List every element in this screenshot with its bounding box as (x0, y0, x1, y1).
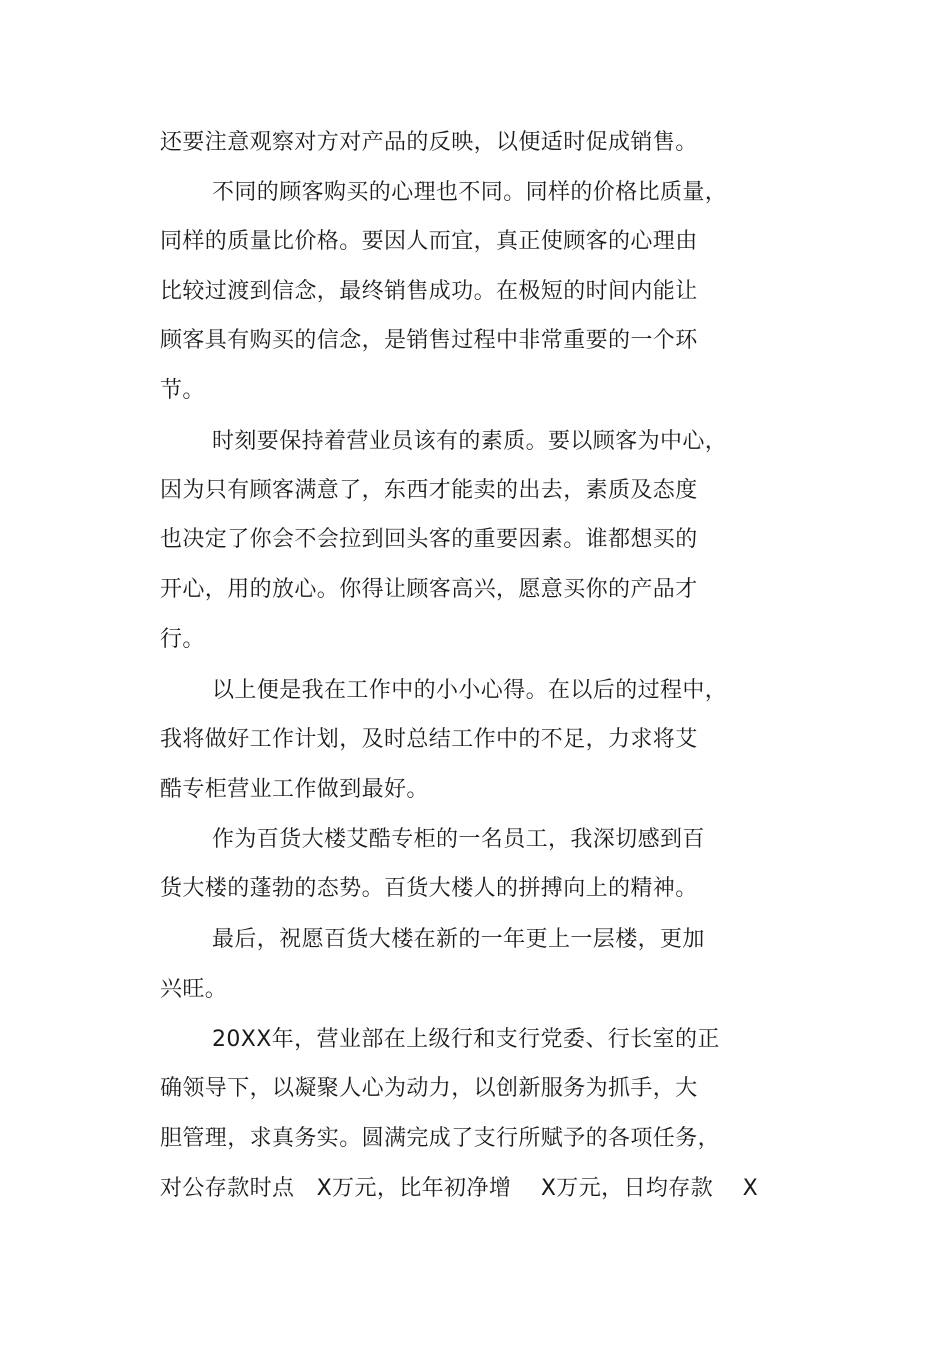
paragraph-3-line-1: 时刻要保持着营业员该有的素质。要以顾客为中心， (212, 429, 728, 454)
paragraph-7-line-1: 20XX年，营业部在上级行和支行党委、行长室的正 (212, 1027, 720, 1052)
paragraph-5-line-2: 货大楼的蓬勃的态势。百货大楼人的拼搏向上的精神。 (160, 876, 698, 901)
paragraph-2-line-4: 顾客具有购买的信念，是销售过程中非常重要的一个环 (160, 328, 698, 353)
paragraph-4-line-1: 以上便是我在工作中的小小心得。在以后的过程中， (212, 678, 728, 703)
paragraph-2-line-1: 不同的顾客购买的心理也不同。同样的价格比质量， (212, 180, 728, 205)
paragraph-3-line-3: 也决定了你会不会拉到回头客的重要因素。谁都想买的 (160, 527, 698, 552)
paragraph-2-line-2: 同样的质量比价格。要因人而宜，真正使顾客的心理由 (160, 229, 698, 254)
paragraph-3-line-4: 开心，用的放心。你得让顾客高兴，愿意买你的产品才 (160, 577, 698, 602)
paragraph-4-line-2: 我将做好工作计划，及时总结工作中的不足，力求将艾 (160, 727, 698, 752)
paragraph-2-line-3: 比较过渡到信念，最终销售成功。在极短的时间内能让 (160, 279, 698, 304)
paragraph-6-line-1: 最后，祝愿百货大楼在新的一年更上一层楼，更加 (212, 927, 705, 952)
paragraph-7-line-4: 对公存款时点 X万元，比年初净增 X万元，日均存款 X (160, 1176, 759, 1201)
paragraph-3-line-5: 行。 (160, 627, 205, 652)
paragraph-1-line-1: 还要注意观察对方对产品的反映，以便适时促成销售。 (160, 130, 698, 155)
paragraph-2-line-5: 节。 (160, 378, 205, 403)
paragraph-5-line-1: 作为百货大楼艾酷专柜的一名员工，我深切感到百 (212, 827, 705, 852)
paragraph-3-line-2: 因为只有顾客满意了，东西才能卖的出去，素质及态度 (160, 478, 698, 503)
paragraph-7-line-2: 确领导下，以凝聚人心为动力，以创新服务为抓手，大 (160, 1076, 698, 1101)
paragraph-6-line-2: 兴旺。 (160, 977, 228, 1002)
paragraph-7-line-3: 胆管理，求真务实。圆满完成了支行所赋予的各项任务， (160, 1126, 721, 1151)
paragraph-4-line-3: 酷专柜营业工作做到最好。 (160, 777, 429, 802)
